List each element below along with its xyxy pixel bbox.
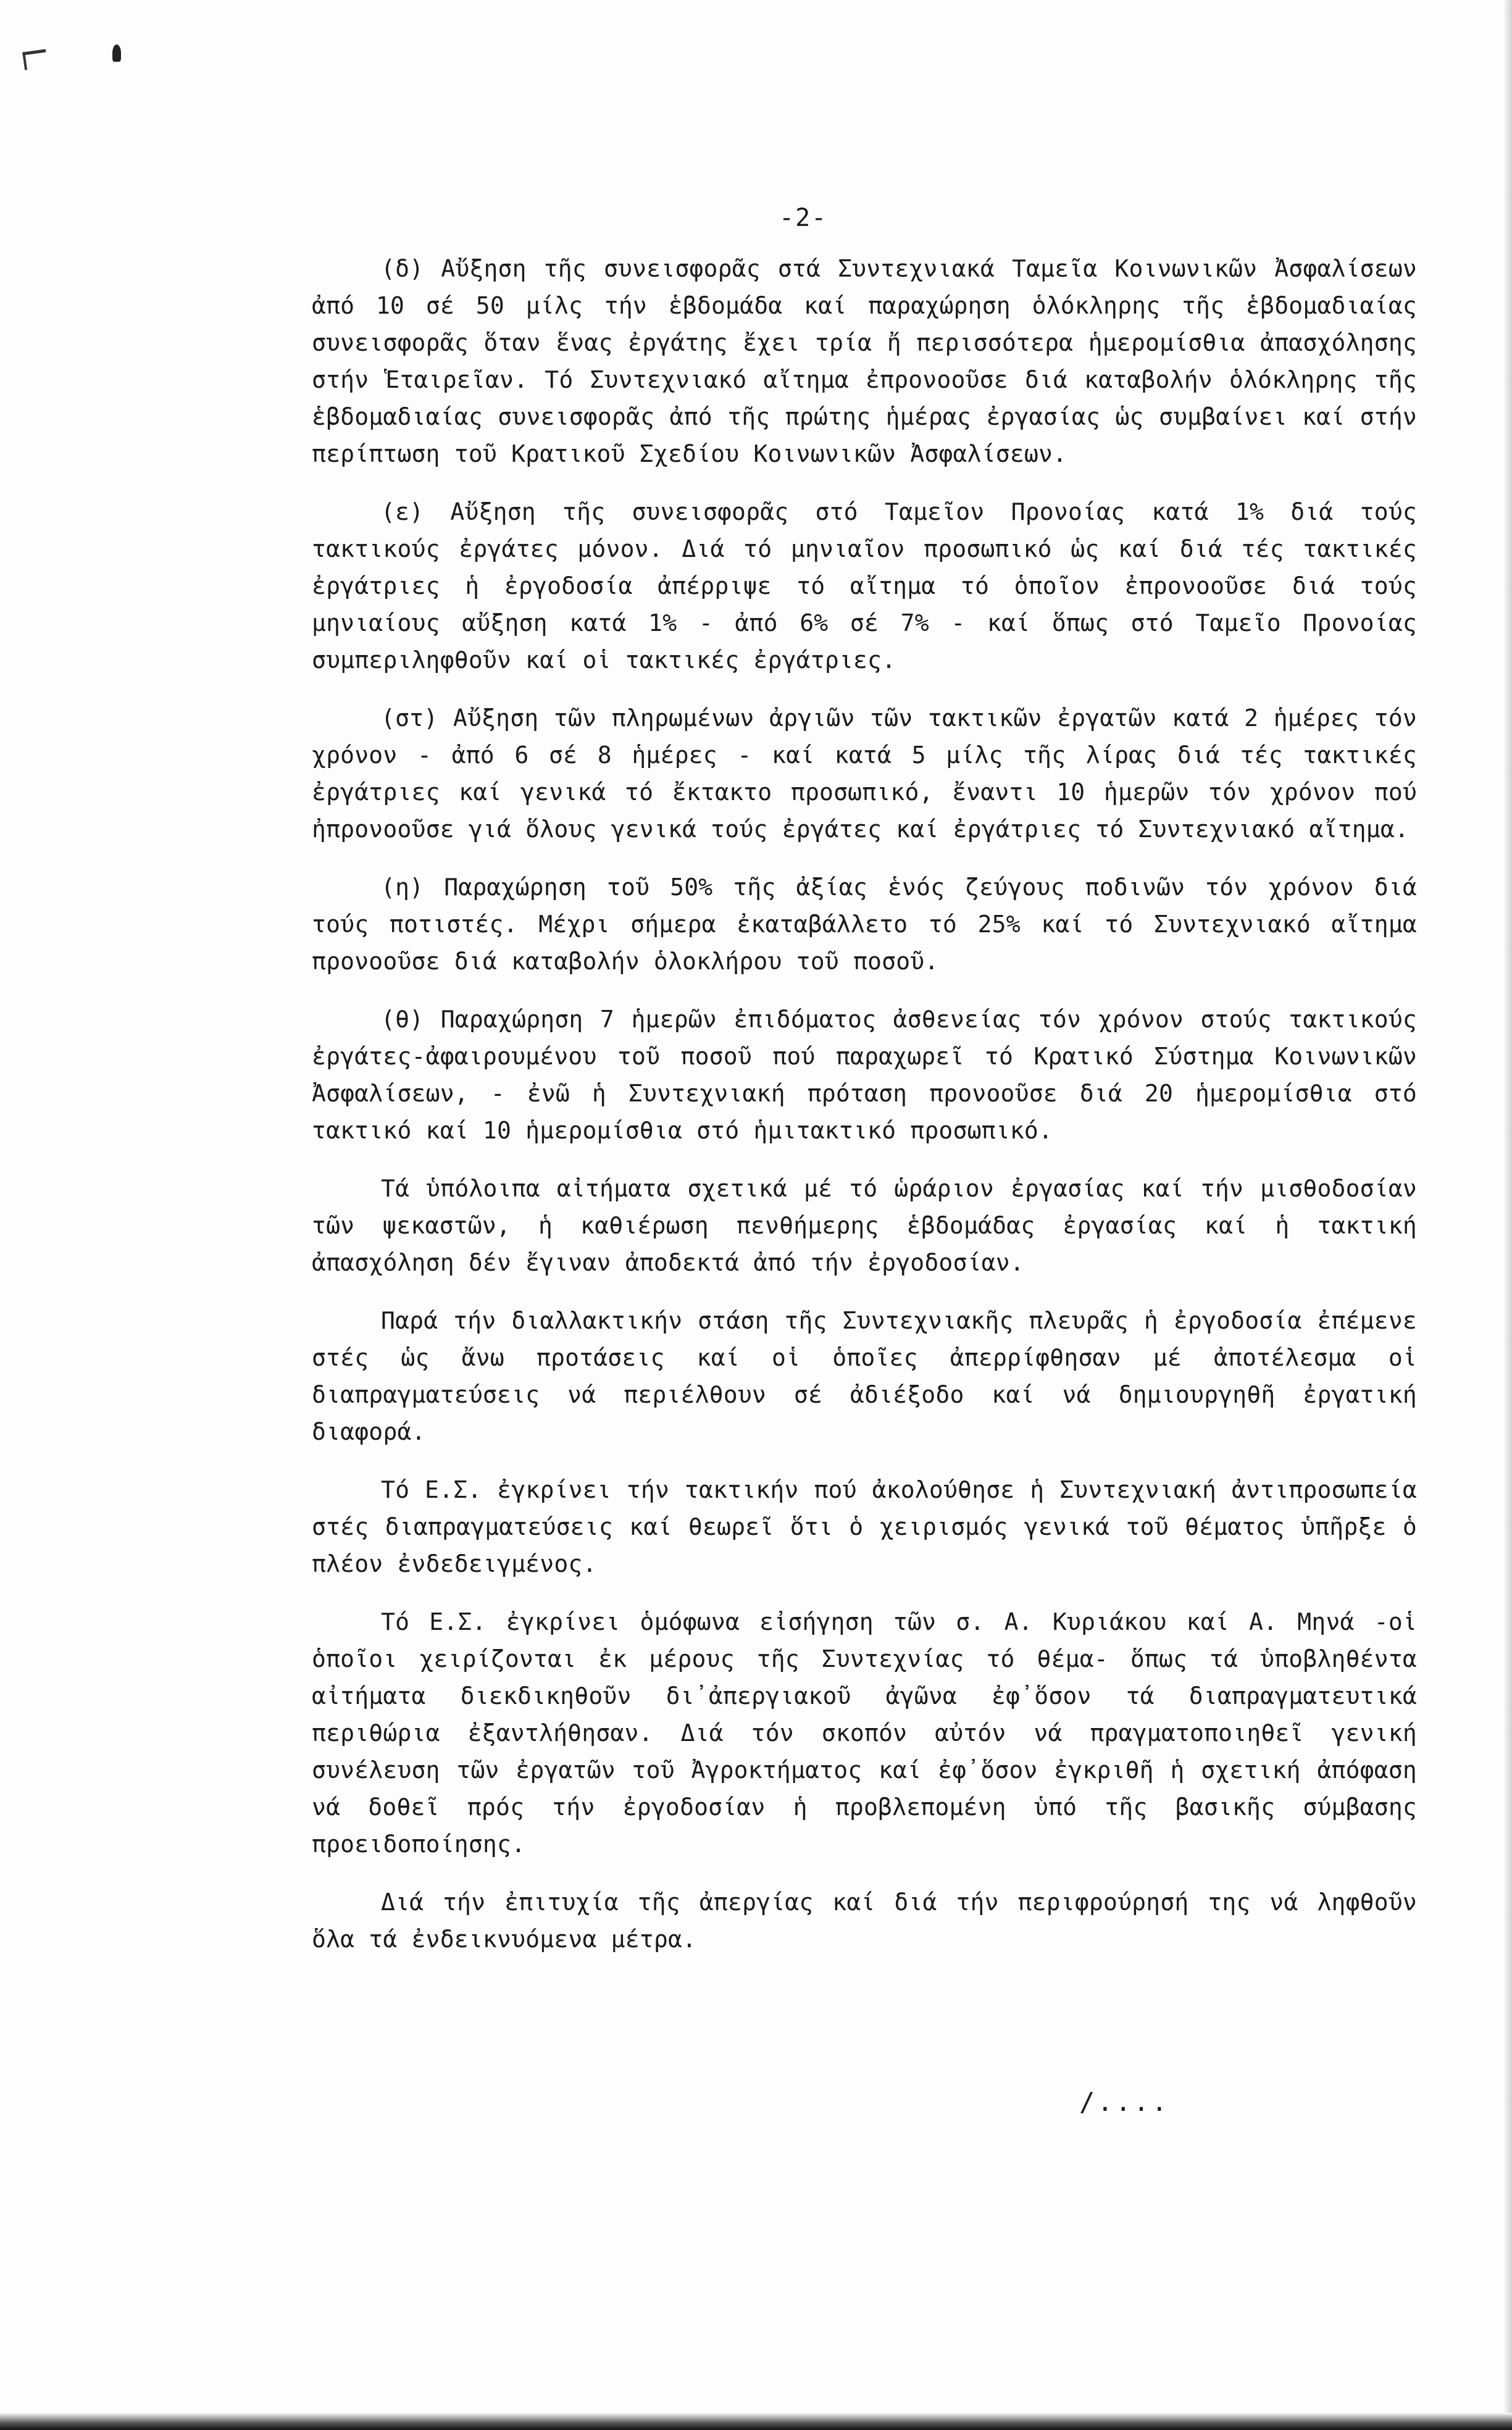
- page-number: -2-: [779, 204, 828, 232]
- document-body: [312, 250, 1417, 1979]
- paragraph-e-provident-fund: (ε) Αὔξηση τῆς συνεισφορᾶς στό Ταμεῖον Προνοίας κατά 1% διά τούς τακτικούς ἐργάτες μόνον. Διά τό μηνιαῖον προσωπικό ὡς καί διά τές τακτικές ἐργάτριες ἡ ἐργοδοσία ἀπέρριψε τό αἴτημα τό ὁποῖον ἐπρονοοῦσε διά τούς μηνιαίους αὔξηση κατά 1% - ἀπό 6% σέ 7% - καί ὅπως στό Ταμεῖο Προνοίας συμπεριληφθοῦν καί οἱ τακτικές ἐργάτριες.: [312, 498, 1417, 674]
- paragraph-strike-proposal: Τό Ε.Σ. ἐγκρίνει ὁμόφωνα εἰσήγηση τῶν σ. Α. Κυριάκου καί Α. Μηνά -οἱ ὁποῖοι χειρίζονται ἐκ μέρους τῆς Συντεχνίας τό θέμα- ὅπως τά ὑποβληθέντα αἰτήματα διεκδικηθοῦν δι᾽ἀπεργιακοῦ ἀγῶνα ἐφ᾽ὅσον τά διαπραγματευτικά περιθώρια ἐξαντλήθησαν. Διά τόν σκοπόν αὐτόν νά πραγματοποιηθεῖ γενική συνέλευση τῶν ἐργατῶν τοῦ Ἀγροκτήματος καί ἐφ᾽ὅσον ἐγκριθῆ ἡ σχετική ἀπόφαση νά δοθεῖ πρός τήν ἐργοδοσίαν ἡ προβλεπομένη ὑπό τῆς βασικῆς σύμβασης προειδοποίησης.: [312, 1608, 1417, 1858]
- paragraph-st-paid-holidays: (στ) Αὔξηση τῶν πληρωμένων ἀργιῶν τῶν τακτικῶν ἐργατῶν κατά 2 ἡμέρες τόν χρόνον - ἀπό 6 σέ 8 ἡμέρες - καί κατά 5 μίλς τῆς λίρας διά τές τακτικές ἐργάτριες καί γενικά τό ἔκτακτο προσωπικό, ἔναντι 10 ἡμερῶν τόν χρόνον πού ἠπρονοοῦσε γιά ὅλους γενικά τούς ἐργάτες καί ἐργάτριες τό Συντεχνιακό αἴτημα.: [312, 704, 1417, 843]
- paragraph-approval-tactics: Τό Ε.Σ. ἐγκρίνει τήν τακτικήν πού ἀκολούθησε ἡ Συντεχνιακή ἀντιπροσωπεία στές διαπραγματεύσεις καί θεωρεῖ ὅτι ὁ χειρισμός γενικά τοῦ θέματος ὑπῆρξε ὁ πλέον ἐνδεδειγμένος.: [312, 1476, 1417, 1577]
- paragraph-rejected-demands: Τά ὑπόλοιπα αἰτήματα σχετικά μέ τό ὡράριον ἐργασίας καί τήν μισθοδοσίαν τῶν ψεκαστῶν, ἡ καθιέρωση πενθήμερης ἑβδομάδας ἐργασίας καί ἡ τακτική ἀπασχόληση δέν ἔγιναν ἀποδεκτά ἀπό τήν ἐργοδοσίαν.: [312, 1175, 1417, 1276]
- paragraph-d-social-insurance: (δ) Αὔξηση τῆς συνεισφορᾶς στά Συντεχνιακά Ταμεῖα Κοινωνικῶν Ἀσφαλίσεων ἀπό 10 σέ 50 μίλς τήν ἑβδομάδα καί παραχώρηση ὁλόκληρης τῆς ἑβδομαδιαίας συνεισφορᾶς ὅταν ἕνας ἐργάτης ἔχει τρία ἤ περισσότερα ἡμερομίσθια ἀπασχόλησης στήν Ἑταιρεῖαν. Τό Συντεχνιακό αἴτημα ἐπρονοοῦσε διά καταβολήν ὁλόκληρης τῆς ἑβδομαδιαίας συνεισφορᾶς ἀπό τῆς πρώτης ἡμέρας ἐργασίας ὡς συμβαίνει καί στήν περίπτωση τοῦ Κρατικοῦ Σχεδίου Κοινωνικῶν Ἀσφαλίσεων.: [312, 255, 1417, 467]
- scan-bottom-strip: [0, 2413, 1512, 2430]
- paragraph-deadlock: Παρά τήν διαλλακτικήν στάση τῆς Συντεχνιακῆς πλευρᾶς ἡ ἐργοδοσία ἐπέμενε στές ὡς ἄνω προτάσεις καί οἱ ὁποῖες ἀπερρίφθησαν μέ ἀποτέλεσμα οἱ διαπραγματεύσεις νά περιέλθουν σέ ἀδιέξοδο καί νά δημιουργηθῆ ἐργατική διαφορά.: [312, 1307, 1417, 1445]
- scan-artifact-dot: [112, 44, 121, 62]
- scan-artifact-mark: [22, 49, 48, 70]
- scan-edge-shadow: [1503, 0, 1512, 2430]
- paragraph-h-boots-allowance: (η) Παραχώρηση τοῦ 50% τῆς ἀξίας ἑνός ζεύγους ποδινῶν τόν χρόνον διά τούς ποτιστές. Μέχρι σήμερα ἐκαταβάλλετο τό 25% καί τό Συντεχνιακό αἴτημα προνοοῦσε διά καταβολήν ὁλοκλήρου τοῦ ποσοῦ.: [312, 874, 1417, 975]
- continuation-mark: /....: [1079, 2087, 1170, 2117]
- paragraph-strike-measures: Διά τήν ἐπιτυχία τῆς ἀπεργίας καί διά τήν περιφρούρησή της νά ληφθοῦν ὅλα τά ἐνδεικνυόμενα μέτρα.: [312, 1889, 1417, 1953]
- paragraph-th-sickness-benefit: (θ) Παραχώρηση 7 ἡμερῶν ἐπιδόματος ἀσθενείας τόν χρόνον στούς τακτικούς ἐργάτες-ἀφαιρουμένου τοῦ ποσοῦ πού παραχωρεῖ τό Κρατικό Σύστημα Κοινωνικῶν Ἀσφαλίσεων, - ἐνῶ ἡ Συντεχνιακή πρόταση προνοοῦσε διά 20 ἡμερομίσθια στό τακτικό καί 10 ἡμερομίσθια στό ἡμιτακτικό προσωπικό.: [312, 1006, 1417, 1144]
